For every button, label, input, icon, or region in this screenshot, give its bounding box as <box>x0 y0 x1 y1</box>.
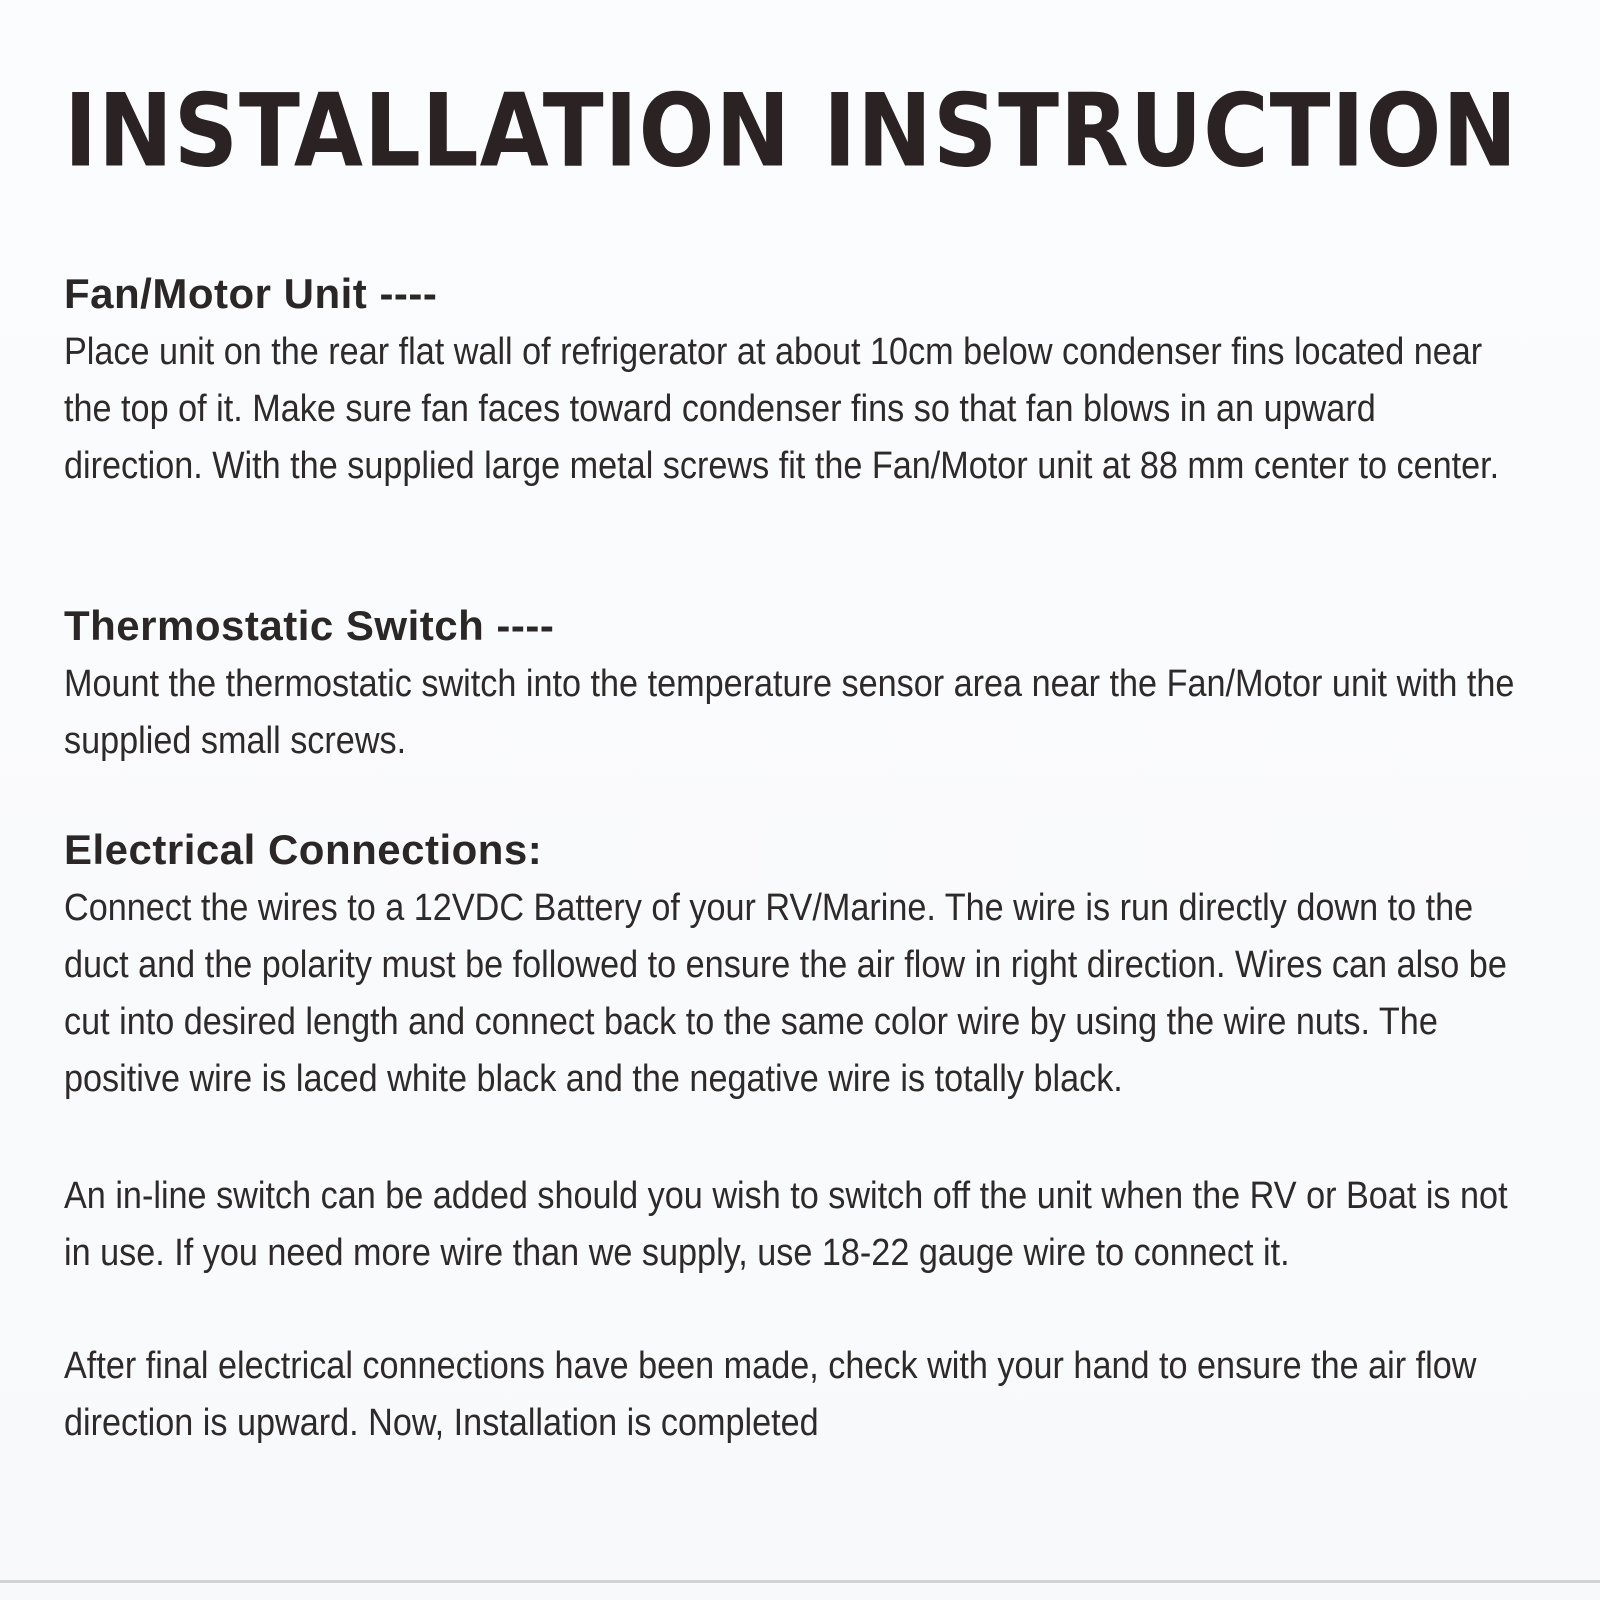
section-body: Connect the wires to a 12VDC Battery of your RV/Marine. The wire is run directly down to the duct and the polarity must be followed to ensure the air flow in right direction. Wires can also be cut into desired length and connect back to the same color wire by using the wire nuts. The positive wire is laced white black and the negative wire is totally black. <box>64 887 1507 1100</box>
paragraph-inline-switch <box>64 1168 1524 1282</box>
paragraph-completion <box>64 1338 1524 1452</box>
section-body: Mount the thermostatic switch into the temperature sensor area near the Fan/Motor unit with the supplied small screws. <box>64 663 1515 762</box>
section-body: Place unit on the rear flat wall of refrigerator at about 10cm below condenser fins located near the top of it. Make sure fan faces toward condenser fins so that fan blows in an upward direction. With the supplied large metal screws fit the Fan/Motor unit at 88 mm center to center. <box>64 331 1500 487</box>
body-paragraph: An in-line switch can be added should you wish to switch off the unit when the RV or Boat is not in use. If you need more wire than we supply, use 18-22 gauge wire to connect it. <box>64 1175 1508 1274</box>
document-title: INSTALLATION INSTRUCTION <box>64 72 1519 190</box>
scan-edge-line <box>0 1580 1600 1583</box>
body-paragraph: After final electrical connections have been made, check with your hand to ensure the air flow direction is upward. Now, Installation is completed <box>64 1345 1477 1444</box>
section-fan-motor-unit <box>64 270 1524 495</box>
section-heading: Thermostatic Switch ---- <box>64 602 555 649</box>
section-heading: Electrical Connections: <box>64 826 543 873</box>
section-thermostatic-switch <box>64 602 1524 770</box>
section-heading: Fan/Motor Unit ---- <box>64 270 438 317</box>
section-electrical-connections <box>64 826 1524 1108</box>
